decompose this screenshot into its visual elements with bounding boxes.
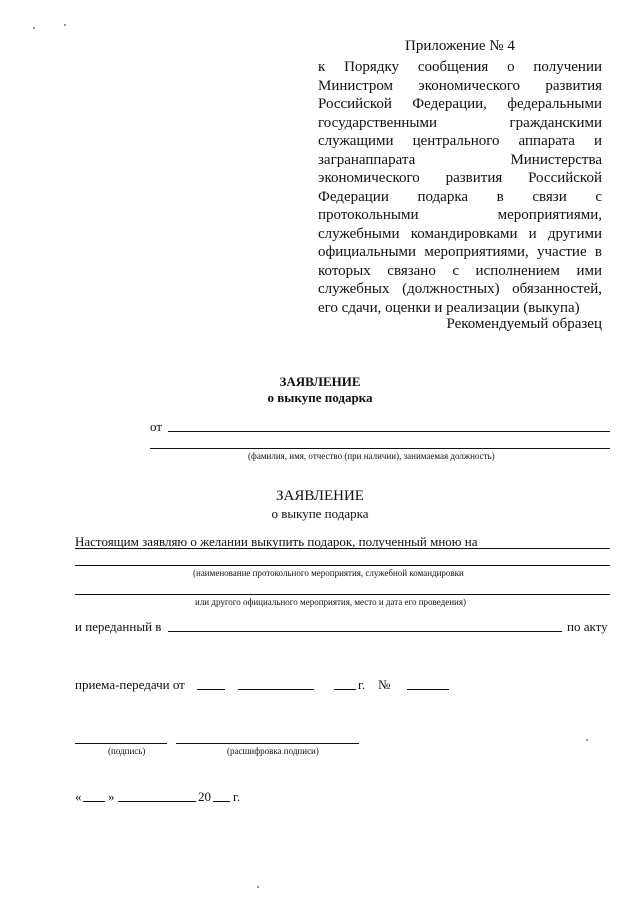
signature-hint: (подпись) xyxy=(108,746,146,756)
transfer-fill-line[interactable] xyxy=(168,631,562,632)
second-heading-subtitle: о выкупе подарка xyxy=(271,506,369,521)
appendix-title: Приложение № 4 xyxy=(405,38,515,54)
date-century: 20 xyxy=(198,789,211,804)
act-year-suffix: г. xyxy=(358,677,366,692)
second-heading-title: ЗАЯВЛЕНИЕ xyxy=(276,488,364,504)
date-open-quote: « xyxy=(75,789,82,804)
transfer-prefix: и переданный в xyxy=(75,619,162,634)
from-fill-line-2[interactable] xyxy=(150,448,610,449)
statement-underline[interactable] xyxy=(75,548,610,549)
event-hint-1: (наименование протокольного мероприятия, служебной командировки xyxy=(193,568,464,578)
signature-line[interactable] xyxy=(75,743,167,744)
signature-decode-line[interactable] xyxy=(176,743,359,744)
date-month-line[interactable] xyxy=(118,801,196,802)
event-hint-2: или другого официального мероприятия, место и дата его проведения) xyxy=(195,597,466,607)
date-close-quote: » xyxy=(108,789,115,804)
scan-speck xyxy=(257,886,259,888)
appendix-body: к Порядку сообщения о получении Министром экономического развития Российской Федерации, федеральными государственными гражданскими служащими центрального аппарата и загранаппарата Министерства экономического развития Российской Федерации подарка в связи с протокольными мероприятиями, служебными командировками и другими официальными мероприятиями, участие в которых связано с исполнением ими служебных (должностных) обязанностей, его сдачи, оценки и реализации (выкупа) xyxy=(318,59,602,316)
date-year-line[interactable] xyxy=(213,801,230,802)
scan-speck xyxy=(586,739,588,741)
statement-text: Настоящим заявляю о желании выкупить подарок, полученный мною на xyxy=(75,534,478,549)
from-label: от xyxy=(150,419,163,434)
act-day-line[interactable] xyxy=(197,689,225,690)
first-heading-subtitle: о выкупе подарка xyxy=(267,390,373,405)
act-year-line[interactable] xyxy=(334,689,356,690)
signature-decode-hint: (расшифровка подписи) xyxy=(227,746,319,756)
act-label: приема-передачи от xyxy=(75,677,185,692)
date-day-line[interactable] xyxy=(83,801,105,802)
act-number-sign: № xyxy=(378,677,391,692)
event-fill-line-2[interactable] xyxy=(75,594,610,595)
transfer-suffix: по акту xyxy=(567,619,608,634)
act-number-line[interactable] xyxy=(407,689,449,690)
from-fill-line[interactable] xyxy=(168,431,610,432)
first-heading-title: ЗАЯВЛЕНИЕ xyxy=(279,374,361,389)
act-month-line[interactable] xyxy=(238,689,314,690)
event-fill-line-1[interactable] xyxy=(75,565,610,566)
scan-speck xyxy=(64,24,66,26)
scan-speck xyxy=(33,27,35,29)
date-year-suffix: г. xyxy=(233,789,241,804)
from-hint: (фамилия, имя, отчество (при наличии), занимаемая должность) xyxy=(248,451,495,461)
recommended-sample-label: Рекомендуемый образец xyxy=(446,316,602,332)
